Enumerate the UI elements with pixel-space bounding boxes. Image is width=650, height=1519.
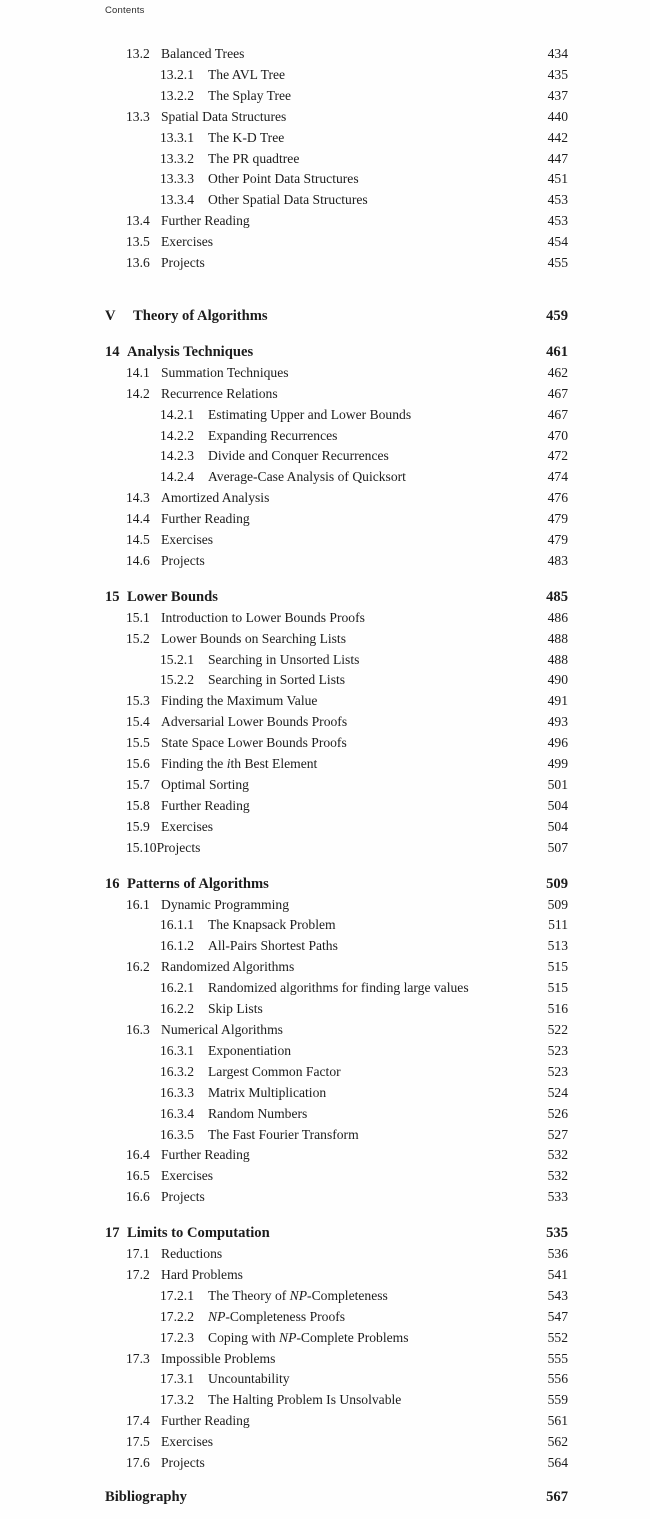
entry-title: Exercises	[161, 1168, 214, 1184]
toc-entry-row	[105, 838, 568, 859]
toc-entry-row	[105, 796, 568, 817]
entry-number: 16.1.1	[160, 917, 194, 933]
toc-entry-row	[105, 650, 568, 671]
entry-title: Exercises	[161, 1434, 214, 1450]
entry-title: Lower Bounds	[127, 588, 218, 605]
entry-page-number: 490	[547, 672, 568, 688]
toc-entry-row	[105, 691, 568, 712]
toc-chapter-row	[105, 1223, 568, 1244]
entry-title: Average-Case Analysis of Quicksort	[208, 469, 406, 485]
entry-page-number: 522	[547, 1021, 568, 1037]
toc-entry-row	[105, 1125, 568, 1146]
entry-number: 16.3.3	[160, 1084, 194, 1100]
entry-page-number: 511	[548, 917, 568, 933]
entry-number: 15.10	[126, 839, 157, 855]
entry-title: Numerical Algorithms	[161, 1021, 283, 1037]
entry-number: 14.6	[126, 552, 150, 568]
entry-title: Projects	[156, 839, 201, 855]
entry-number: 13.3	[126, 108, 150, 124]
entry-title: Amortized Analysis	[161, 490, 270, 506]
toc-entry-row	[105, 1041, 568, 1062]
entry-title: Projects	[161, 1189, 205, 1205]
entry-number: 15.7	[126, 777, 150, 792]
toc-chapter-row	[105, 587, 568, 608]
entry-title: Balanced Trees	[161, 46, 245, 61]
toc-entry-row	[105, 467, 568, 488]
entry-page-number: 455	[547, 255, 568, 271]
entry-title: The Halting Problem Is Unsolvable	[208, 1392, 402, 1408]
entry-number: 13.4	[126, 213, 150, 229]
entry-number: 13.3.2	[160, 150, 194, 166]
entry-number: 17.3	[126, 1350, 150, 1366]
entry-number: 15.2.2	[160, 672, 194, 688]
entry-title: Adversarial Lower Bounds Proofs	[161, 714, 348, 730]
toc-entry-row	[105, 65, 568, 86]
toc-entry-row	[105, 999, 568, 1020]
entry-page-number: 493	[547, 714, 568, 730]
entry-number: 16.3.1	[160, 1042, 194, 1058]
entry-page-number: 435	[547, 66, 568, 82]
entry-number: 15.1	[126, 609, 150, 625]
entry-number: 13.3.4	[160, 192, 194, 208]
entry-page-number: 454	[547, 234, 568, 250]
entry-title: The PR quadtree	[208, 150, 300, 166]
entry-title: Further Reading	[161, 797, 250, 813]
entry-number: V	[105, 307, 116, 324]
entry-page-number: 556	[547, 1371, 568, 1387]
entry-title: State Space Lower Bounds Proofs	[161, 735, 347, 751]
entry-title: Introduction to Lower Bounds Proofs	[161, 609, 365, 625]
entry-title: Summation Techniques	[161, 364, 289, 380]
entry-title: Estimating Upper and Lower Bounds	[208, 406, 412, 422]
toc-entry-row	[105, 405, 568, 426]
toc-entry-row	[105, 733, 568, 754]
entry-page-number: 491	[547, 693, 568, 709]
toc-entry-row	[105, 1020, 568, 1041]
toc-entry-row	[105, 936, 568, 957]
entry-number: 13.2.1	[160, 66, 194, 82]
entry-page-number: 488	[547, 651, 568, 667]
entry-number: 17.2.3	[160, 1329, 194, 1345]
entry-page-number: 472	[547, 448, 568, 464]
entry-number: 17.5	[126, 1434, 150, 1450]
entry-page-number: 526	[547, 1105, 568, 1121]
entry-number: 16	[105, 875, 120, 892]
entry-number: 13.6	[126, 255, 150, 271]
entry-page-number: 541	[547, 1266, 568, 1282]
entry-title: Further Reading	[161, 213, 250, 229]
entry-number: 17	[105, 1225, 120, 1242]
entry-number: 16.3	[126, 1021, 150, 1037]
entry-title: The Knapsack Problem	[208, 917, 336, 933]
entry-title: Hard Problems	[161, 1266, 243, 1282]
entry-number: 16.2.2	[160, 1001, 194, 1017]
toc-entry-row	[105, 1166, 568, 1187]
entry-number: 17.2	[126, 1266, 150, 1282]
entry-page-number: 523	[547, 1042, 568, 1058]
entry-number: 17.2.1	[160, 1287, 194, 1303]
toc-entry-row	[105, 1328, 568, 1349]
entry-title: All-Pairs Shortest Paths	[208, 938, 338, 954]
entry-title: Spatial Data Structures	[161, 108, 287, 124]
entry-title: Bibliography	[105, 1489, 187, 1505]
toc-entry-row	[105, 1307, 568, 1328]
entry-page-number: 513	[547, 938, 568, 954]
entry-page-number: 543	[547, 1287, 568, 1303]
entry-number: 15.9	[126, 818, 150, 834]
entry-title: NP-Completeness Proofs	[208, 1308, 346, 1324]
toc-entry-row	[105, 107, 568, 128]
entry-page-number: 523	[547, 1063, 568, 1079]
toc-bibliography-row	[105, 1487, 568, 1508]
entry-number: 14.4	[126, 511, 150, 527]
toc-entry-row	[105, 1083, 568, 1104]
entry-page-number: 470	[547, 427, 568, 443]
toc-entry-row	[105, 754, 568, 775]
entry-number: 13.3.1	[160, 129, 194, 145]
entry-page-number: 461	[546, 343, 568, 360]
entry-page-number: 535	[546, 1225, 568, 1242]
entry-number: 13.2.2	[160, 87, 194, 103]
entry-page-number: 453	[547, 213, 568, 229]
entry-page-number: 485	[546, 588, 568, 605]
entry-page-number: 532	[547, 1168, 568, 1184]
entry-page-number: 486	[547, 609, 568, 625]
toc-part-row	[105, 306, 568, 327]
entry-number: 15.2	[126, 630, 150, 646]
entry-page-number: 509	[546, 875, 568, 892]
entry-number: 14.5	[126, 532, 150, 548]
running-header: Contents	[105, 5, 145, 16]
entry-title: Projects	[161, 552, 205, 568]
entry-title: Skip Lists	[208, 1001, 263, 1017]
entry-number: 16.1	[126, 896, 150, 912]
entry-page-number: 504	[547, 818, 568, 834]
entry-title: Uncountability	[208, 1371, 290, 1387]
entry-title: Largest Common Factor	[208, 1063, 341, 1079]
entry-title: Finding the Maximum Value	[161, 693, 318, 709]
entry-title: Other Spatial Data Structures	[208, 192, 368, 208]
entry-title: Expanding Recurrences	[208, 427, 338, 443]
entry-title: Exponentiation	[208, 1042, 292, 1058]
entry-page-number: 440	[547, 108, 568, 124]
entry-number: 16.4	[126, 1147, 150, 1163]
entry-number: 13.5	[126, 234, 150, 250]
toc-entry-row	[105, 1432, 568, 1453]
toc-entry-row	[105, 629, 568, 650]
entry-title: Exercises	[161, 818, 214, 834]
toc-entry-row	[105, 426, 568, 447]
entry-page-number: 564	[547, 1455, 568, 1471]
entry-page-number: 488	[547, 630, 568, 646]
entry-title: Impossible Problems	[161, 1350, 276, 1366]
toc-entry-row	[105, 128, 568, 149]
entry-number: 17.1	[126, 1246, 150, 1262]
entry-page-number: 524	[547, 1084, 568, 1100]
toc-entry-row	[105, 211, 568, 232]
toc-entry-row	[105, 1390, 568, 1411]
entry-page-number: 479	[547, 532, 568, 548]
math-italic-text: i	[226, 756, 231, 772]
toc-entry-row	[105, 446, 568, 467]
toc-entry-row	[105, 775, 568, 796]
entry-page-number: 479	[547, 511, 568, 527]
entry-page-number: 483	[547, 552, 568, 568]
toc-entry-row	[105, 1453, 568, 1474]
entry-title: Projects	[161, 1455, 205, 1471]
entry-number: 16.3.5	[160, 1126, 194, 1142]
entry-number: 13.3.3	[160, 171, 194, 187]
entry-number: 16.2	[126, 959, 150, 975]
entry-title: Finding the ith Best Element	[161, 756, 318, 772]
entry-number: 14.2	[126, 385, 150, 401]
toc-entry-row	[105, 169, 568, 190]
entry-number: 14.2.3	[160, 448, 194, 464]
toc-entry-row	[105, 44, 568, 65]
entry-page-number: 467	[547, 406, 568, 422]
entry-page-number: 501	[547, 777, 568, 792]
toc-entry-row	[105, 363, 568, 384]
toc-entry-row	[105, 1411, 568, 1432]
entry-title: The K-D Tree	[208, 129, 285, 145]
entry-page-number: 453	[547, 192, 568, 208]
entry-title: Randomized algorithms for finding large values	[208, 980, 469, 996]
entry-page-number: 474	[547, 469, 568, 485]
toc-entry-row	[105, 86, 568, 107]
entry-number: 15.2.1	[160, 651, 194, 667]
entry-number: 15.8	[126, 797, 150, 813]
entry-page-number: 504	[547, 797, 568, 813]
entry-page-number: 462	[547, 364, 568, 380]
entry-title: Further Reading	[161, 511, 250, 527]
entry-title: Projects	[161, 255, 205, 271]
entry-page-number: 561	[547, 1413, 568, 1429]
entry-number: 14.2.4	[160, 469, 194, 485]
entry-number: 15.6	[126, 756, 150, 772]
entry-page-number: 559	[547, 1392, 568, 1408]
entry-number: 14.3	[126, 490, 150, 506]
toc-entry-row	[105, 530, 568, 551]
entry-title: Patterns of Algorithms	[127, 875, 269, 892]
toc-entry-row	[105, 817, 568, 838]
toc-entry-row	[105, 232, 568, 253]
entry-number: 16.6	[126, 1189, 150, 1205]
toc-entry-row	[105, 1187, 568, 1208]
toc-entry-row	[105, 1286, 568, 1307]
entry-number: 15.3	[126, 693, 150, 709]
entry-page-number: 442	[547, 129, 568, 145]
entry-title: Randomized Algorithms	[161, 959, 295, 975]
entry-title: The Fast Fourier Transform	[208, 1126, 359, 1142]
entry-page-number: 459	[546, 307, 568, 324]
entry-title: The Theory of NP-Completeness	[208, 1287, 388, 1303]
entry-page-number: 527	[547, 1126, 568, 1142]
entry-number: 16.3.4	[160, 1105, 194, 1121]
entry-title: Recurrence Relations	[161, 385, 278, 401]
toc-list	[105, 44, 568, 1508]
entry-title: The Splay Tree	[208, 87, 292, 103]
toc-entry-row	[105, 149, 568, 170]
toc-entry-row	[105, 978, 568, 999]
toc-entry-row	[105, 915, 568, 936]
toc-entry-row	[105, 488, 568, 509]
entry-page-number: 533	[547, 1189, 568, 1205]
toc-entry-row	[105, 1369, 568, 1390]
entry-title: Random Numbers	[208, 1105, 308, 1121]
entry-number: 17.6	[126, 1455, 150, 1471]
entry-title: Reductions	[161, 1246, 223, 1262]
toc-chapter-row	[105, 342, 568, 363]
entry-page-number: 562	[547, 1434, 568, 1450]
entry-page-number: 467	[547, 385, 568, 401]
entry-title: Limits to Computation	[127, 1225, 270, 1242]
entry-number: 15	[105, 588, 120, 605]
toc-entry-row	[105, 190, 568, 211]
toc-entry-row	[105, 253, 568, 274]
entry-number: 16.3.2	[160, 1063, 194, 1079]
toc-entry-row	[105, 1104, 568, 1125]
entry-title: Coping with NP-Complete Problems	[208, 1329, 409, 1345]
toc-entry-row	[105, 1145, 568, 1166]
entry-title: Exercises	[161, 532, 214, 548]
entry-title: The AVL Tree	[208, 66, 286, 82]
math-italic-text: NP	[289, 1287, 308, 1303]
entry-number: 17.3.1	[160, 1371, 194, 1387]
entry-number: 14.2.2	[160, 427, 194, 443]
toc-entry-row	[105, 957, 568, 978]
entry-number: 14.2.1	[160, 406, 194, 422]
toc-chapter-row	[105, 874, 568, 895]
toc-entry-row	[105, 712, 568, 733]
entry-title: Matrix Multiplication	[208, 1084, 327, 1100]
entry-title: Searching in Unsorted Lists	[208, 651, 360, 667]
entry-page-number: 567	[546, 1489, 568, 1505]
entry-page-number: 515	[547, 980, 568, 996]
entry-title: Other Point Data Structures	[208, 171, 359, 187]
entry-page-number: 547	[547, 1308, 568, 1324]
entry-title: Exercises	[161, 234, 214, 250]
entry-number: 15.4	[126, 714, 150, 730]
entry-page-number: 515	[547, 959, 568, 975]
entry-page-number: 437	[547, 87, 568, 103]
entry-number: 14	[105, 343, 120, 360]
entry-number: 16.2.1	[160, 980, 194, 996]
entry-title: Lower Bounds on Searching Lists	[161, 630, 347, 646]
entry-page-number: 451	[547, 171, 568, 187]
entry-title: Analysis Techniques	[127, 343, 254, 360]
toc-entry-row	[105, 1244, 568, 1265]
entry-title: Dynamic Programming	[161, 896, 289, 912]
entry-page-number: 496	[547, 735, 568, 751]
entry-number: 17.4	[126, 1413, 150, 1429]
entry-page-number: 509	[547, 896, 568, 912]
entry-title: Theory of Algorithms	[133, 307, 268, 324]
toc-entry-row	[105, 895, 568, 916]
entry-page-number: 507	[547, 839, 568, 855]
entry-number: 16.1.2	[160, 938, 194, 954]
toc-entry-row	[105, 1265, 568, 1286]
entry-title: Searching in Sorted Lists	[208, 672, 346, 688]
toc-entry-row	[105, 509, 568, 530]
toc-entry-row	[105, 1062, 568, 1083]
entry-page-number: 532	[547, 1147, 568, 1163]
entry-number: 17.2.2	[160, 1308, 194, 1324]
entry-title: Further Reading	[161, 1413, 250, 1429]
entry-page-number: 552	[547, 1329, 568, 1345]
toc-entry-row	[105, 670, 568, 691]
entry-number: 13.2	[126, 46, 150, 61]
toc-entry-row	[105, 384, 568, 405]
entry-number: 16.5	[126, 1168, 150, 1184]
entry-title: Divide and Conquer Recurrences	[208, 448, 389, 464]
entry-number: 15.5	[126, 735, 150, 751]
entry-title: Optimal Sorting	[161, 777, 249, 792]
toc-entry-row	[105, 1349, 568, 1370]
entry-page-number: 516	[547, 1001, 568, 1017]
entry-page-number: 447	[547, 150, 568, 166]
toc-entry-row	[105, 551, 568, 572]
toc-entry-row	[105, 608, 568, 629]
entry-page-number: 499	[547, 756, 568, 772]
entry-page-number: 555	[547, 1350, 568, 1366]
math-italic-text: NP	[208, 1308, 226, 1324]
math-italic-text: NP	[279, 1329, 297, 1345]
entry-number: 17.3.2	[160, 1392, 194, 1408]
entry-number: 14.1	[126, 364, 150, 380]
entry-page-number: 536	[547, 1246, 568, 1262]
entry-title: Further Reading	[161, 1147, 250, 1163]
entry-page-number: 434	[547, 46, 568, 61]
entry-page-number: 476	[547, 490, 568, 506]
